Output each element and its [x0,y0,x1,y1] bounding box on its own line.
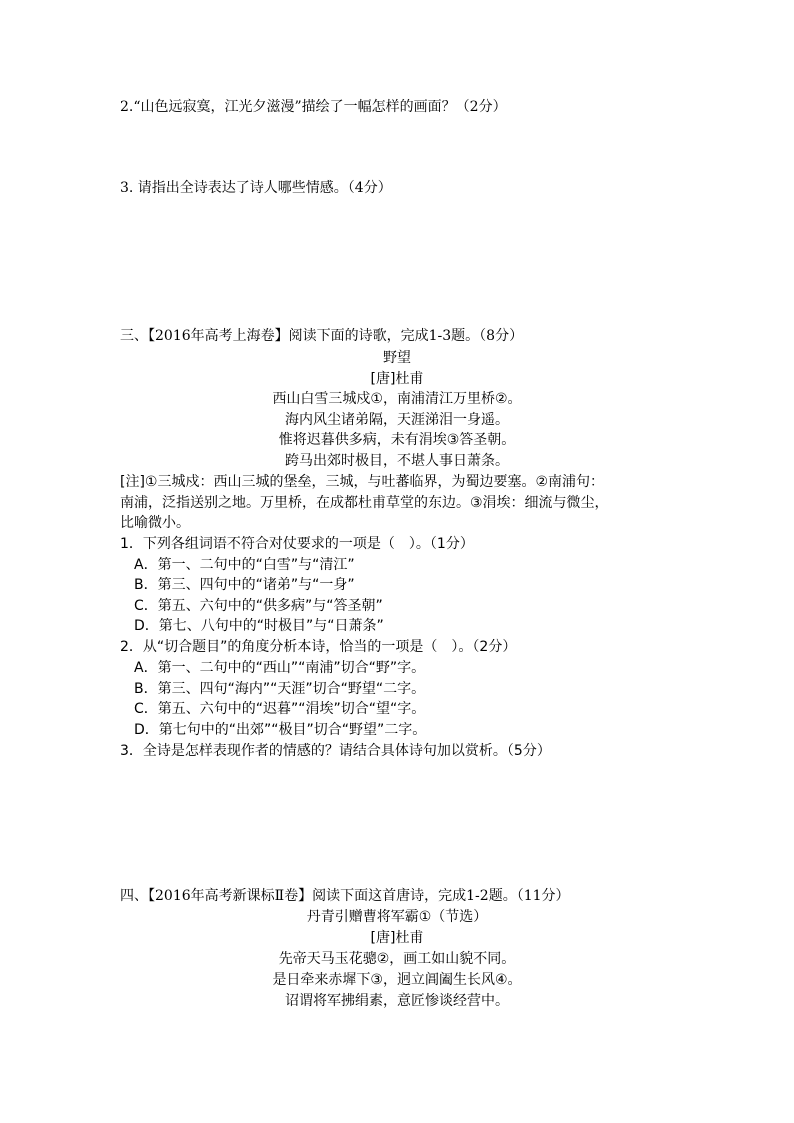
poem-author: [唐]杜甫 [370,930,424,946]
poem-author: [唐]杜甫 [370,371,424,387]
question-1-option-a: A．第一、二句中的“白雪”与“清江” [134,557,355,573]
question-1-option-c: C．第五、六句中的“供多病”与“答圣朝” [134,598,383,614]
question-2-prev-section: 2.“山色远寂寞，江光夕滋漫”描绘了一幅怎样的画面？（2分） [120,99,507,115]
poem-line: 跨马出郊时极目，不堪人事日萧条。 [285,453,509,469]
poem-line: 诏谓将军拂绢素，意匠惨谈经营中。 [285,993,509,1009]
poem-line: 海内风尘诸弟隔，天涯涕泪一身遥。 [285,412,509,428]
poem-line: 是日牵来赤墀下③，迥立阊阖生长风④。 [272,972,522,988]
question-3-stem: 3．全诗是怎样表现作者的情感的？请结合具体诗句加以赏析。（5分） [120,743,551,759]
section-4-heading: 四、【2016年高考新课标Ⅱ卷】阅读下面这首唐诗，完成1-2题。（11分） [120,888,570,904]
question-2-option-b: B．第三、四句“海内”“天涯”切合“野望“二字。 [134,681,426,697]
poem-note: [注]①三城戍：西山三城的堡垒，三城，与吐蕃临界，为蜀边要塞。②南浦句： [120,474,605,490]
question-2-option-a: A．第一、二句中的“西山”“南浦”切合“野”字。 [134,660,426,676]
question-2-option-d: D．第七句中的“出郊”“极目”切合“野望”二字。 [134,722,427,738]
poem-title-danqingyin: 丹青引赠曹将军霸①（节选） [306,909,488,925]
poem-line: 先帝天马玉花骢②，画工如山貌不同。 [278,951,516,967]
question-1-option-d: D．第七、八句中的“时极目”与“日萧条” [134,618,384,634]
question-3-prev-section: 3. 请指出全诗表达了诗人哪些情感。（4分） [120,180,392,196]
question-2-option-c: C．第五、六句中的“迟暮”“涓埃”切合“望“字。 [134,701,426,717]
question-1-stem: 1．下列各组词语不符合对仗要求的一项是（ ）。（1分） [120,536,474,552]
poem-title-yewang: 野望 [383,350,411,366]
poem-line: 西山白雪三城戍①，南浦清江万里桥②。 [272,391,522,407]
question-2-stem: 2．从“切合题目”的角度分析本诗，恰当的一项是（ ）。（2分） [120,639,517,655]
poem-line: 惟将迟暮供多病，未有涓埃③答圣朝。 [278,432,516,448]
poem-note: 比喻微小。 [120,515,190,531]
question-1-option-b: B．第三、四句中的“诸弟”与“一身” [134,577,355,593]
section-3-heading: 三、【2016年高考上海卷】阅读下面的诗歌，完成1-3题。（8分） [120,328,524,344]
poem-note: 南浦，泛指送别之地。万里桥，在成都杜甫草堂的东边。③涓埃：细流与微尘， [120,495,609,511]
